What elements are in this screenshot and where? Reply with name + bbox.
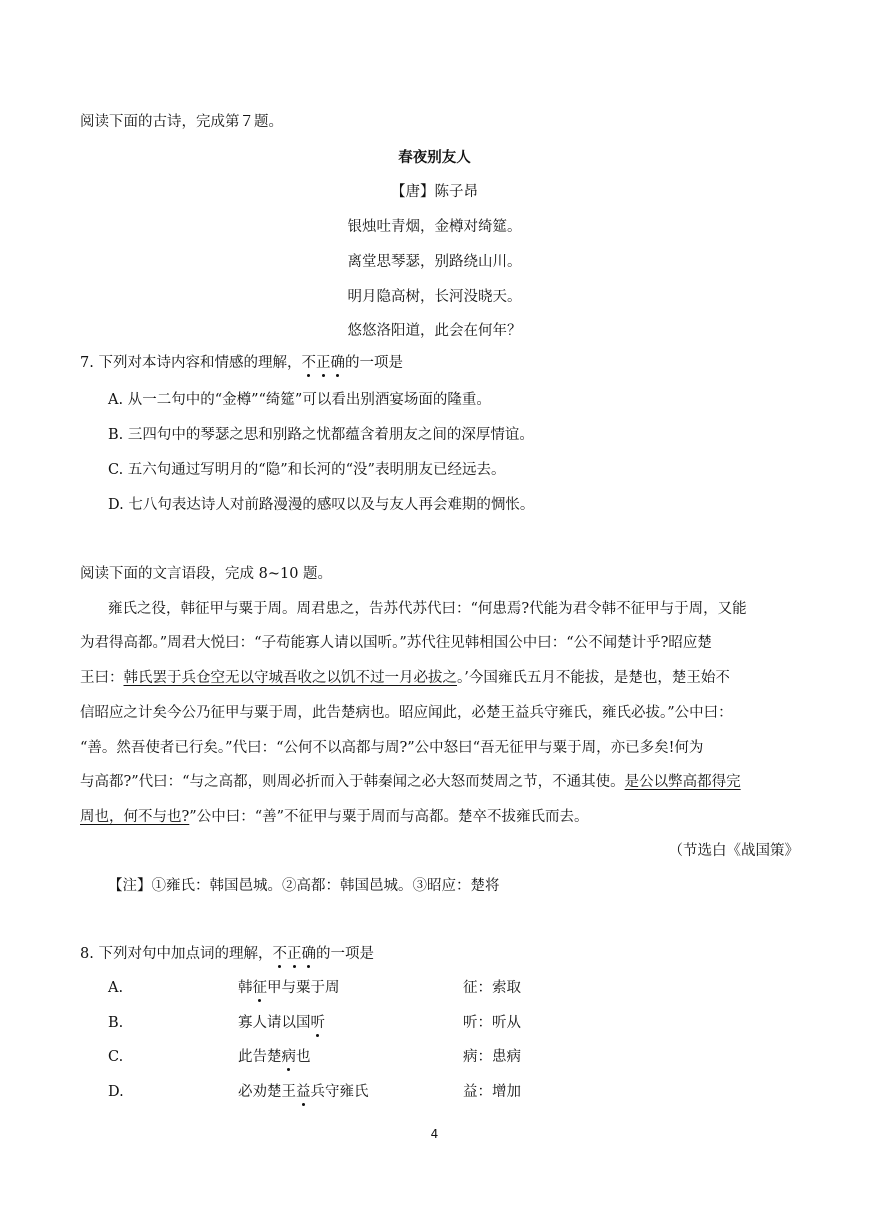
poem-line: 悠悠洛阳道，此会在何年？ xyxy=(347,323,522,339)
emphasis-dot-char: 正 xyxy=(315,355,331,371)
question-7-suffix: 的一项是 xyxy=(344,355,403,371)
passage-note: 【注】①雍氏：韩国邑城。②高都：韩国邑城。③昭应：楚将 xyxy=(108,878,500,894)
question-8-prefix: 8. 下列对句中加点词的理解， xyxy=(80,946,273,962)
question-7-stem xyxy=(80,353,403,373)
emphasis-dot-char: 不 xyxy=(301,355,316,371)
underlined-sentence: 周也，何不与也? xyxy=(80,809,190,825)
option-text: 寡人请以国 xyxy=(238,1015,311,1031)
option-gloss: 听：听从 xyxy=(463,1015,521,1031)
emphasis-dot-char: 听 xyxy=(310,1015,325,1031)
poem-line: 银烛吐青烟，金樽对绮筵。 xyxy=(347,219,522,235)
option-sentence xyxy=(238,1047,311,1067)
question-7-option-b: B. 三四句中的琴瑟之思和别路之忧都蕴含着朋友之间的深厚情谊。 xyxy=(108,427,534,443)
option-label: A. xyxy=(108,980,124,996)
page-number: 4 xyxy=(430,1127,439,1141)
underlined-sentence: 韩氏罢于兵仓空无以守城吾收之以饥不过一月必拔之 xyxy=(123,670,457,686)
option-sentence xyxy=(238,1013,325,1033)
option-text: 兵守雍氏 xyxy=(310,1084,369,1100)
poem-author: 【唐】陈子昂 xyxy=(391,184,478,200)
option-text: 必劝楚王 xyxy=(238,1084,296,1100)
question-8-stem xyxy=(80,944,374,964)
question-8-option-c xyxy=(108,1047,628,1067)
poem-intro: 阅读下面的古诗，完成第７题。 xyxy=(80,114,283,130)
underlined-sentence: 是公以弊高都得完 xyxy=(624,774,741,790)
passage-text: 。’今国雍氏五月不能拔，是楚也，楚王始不 xyxy=(457,670,730,686)
question-8-option-a xyxy=(108,978,628,998)
emphasis-dot-char: 确 xyxy=(330,355,345,371)
passage-text: 与高都?”代曰：“与之高都，则周必折而入于韩秦闻之必大怒而焚周之节，不通其使。 xyxy=(80,774,625,790)
option-gloss: 征：索取 xyxy=(463,980,521,996)
passage-line: 雍氏之役，韩征甲与粟于周。周君患之，告苏代苏代曰：“何患焉?代能为君令韩不征甲与于周，又能 xyxy=(108,601,747,617)
question-7-prefix: 7. 下列对本诗内容和情感的理解， xyxy=(80,355,302,371)
poem-title: 春夜别友人 xyxy=(398,149,471,166)
option-text: 也 xyxy=(296,1049,311,1065)
passage-line xyxy=(80,772,741,792)
poem-line: 明月隐高树，长河没晓天。 xyxy=(347,289,522,305)
option-text: 韩 xyxy=(238,980,253,996)
passage-text: ”公中曰：“善”不征甲与粟于周而与高都。楚卒不拔雍氏而去。 xyxy=(189,809,589,825)
emphasis-dot-char: 益 xyxy=(296,1084,311,1100)
emphasis-dot-char: 病 xyxy=(281,1049,296,1065)
question-8-suffix: 的一项是 xyxy=(315,946,374,962)
option-gloss: 益：增加 xyxy=(463,1084,521,1100)
option-label: B. xyxy=(108,1015,124,1031)
question-7-option-d: D. 七八句表达诗人对前路漫漫的感叹以及与友人再会难期的惆怅。 xyxy=(108,497,535,513)
passage-line: 为君得高都。”周君大悦曰：“子苟能寡人请以国听。”苏代往见韩相国公中曰：“公不闻楚计乎?昭应楚 xyxy=(80,635,712,651)
option-text: 甲与粟于周 xyxy=(267,980,340,996)
emphasis-dot-char: 正 xyxy=(286,946,302,962)
poem-line: 离堂思琴瑟，别路绕山川。 xyxy=(347,254,522,270)
passage-line xyxy=(80,807,589,827)
emphasis-dot-char: 不 xyxy=(272,946,287,962)
option-gloss: 病：患病 xyxy=(463,1049,521,1065)
passage-text: 王曰： xyxy=(80,670,124,686)
question-8-option-d xyxy=(108,1082,628,1102)
option-label: C. xyxy=(108,1049,124,1065)
emphasis-dot-char: 确 xyxy=(301,946,316,962)
question-7-option-c: C. 五六句通过写明月的“隐”和长河的“没”表明朋友已经远去。 xyxy=(108,462,506,478)
passage-line xyxy=(80,668,730,688)
option-sentence xyxy=(238,1082,369,1102)
passage-line: 信昭应之计矣今公乃征甲与粟于周，此告楚病也。昭应闻此，必楚王益兵守雍氏，雍氏必拔。”公中曰： xyxy=(80,705,733,721)
emphasis-dot-char: 征 xyxy=(252,980,267,996)
question-8-option-b xyxy=(108,1013,628,1033)
passage-intro: 阅读下面的文言语段，完成 8~10 题。 xyxy=(80,566,333,582)
option-sentence xyxy=(238,978,340,998)
passage-source: （节选白《战国策》 xyxy=(668,843,799,859)
passage-line: “善。然吾使者已行矣。”代曰：“公何不以高都与周?”公中怒曰“吾无征甲与粟于周，亦已多矣!何为 xyxy=(80,740,704,756)
option-text: 此告楚 xyxy=(238,1049,282,1065)
option-label: D. xyxy=(108,1084,124,1100)
question-7-option-a: A. 从一二句中的“金樽”“绮筵”可以看出别酒宴场面的隆重。 xyxy=(108,392,491,408)
